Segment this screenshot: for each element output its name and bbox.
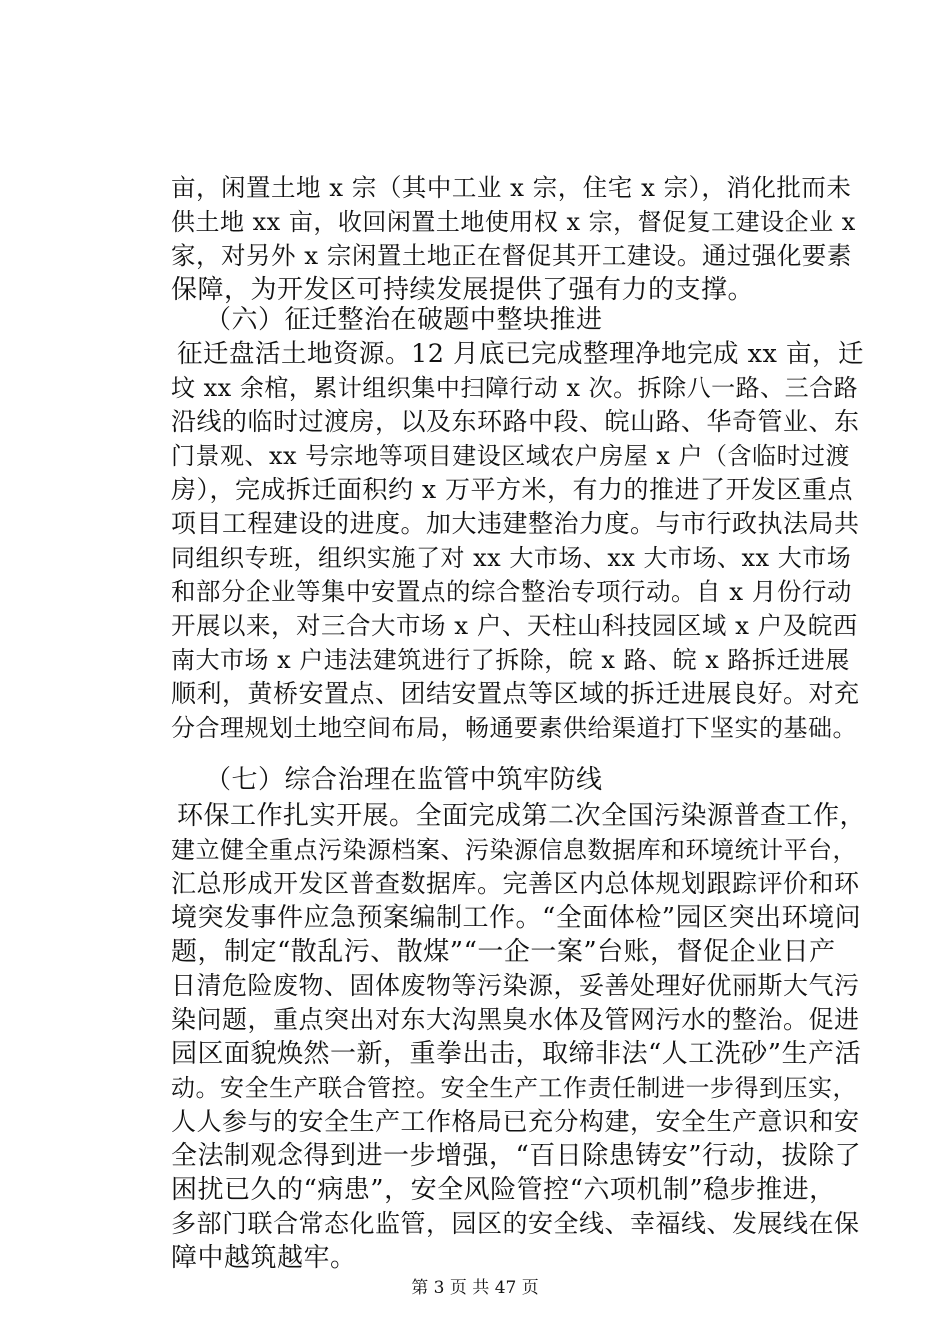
body-text-line: 同组织专班，组织实施了对 xx 大市场、xx 大市场、xx 大市场 (171, 544, 852, 572)
section-heading-7: （七）综合治理在监管中筑牢防线 (205, 765, 603, 795)
section-heading-6: （六）征迁整治在破题中整块推进 (205, 305, 603, 335)
body-text-line: 坟 xx 余棺，累计组织集中扫障行动 x 次。拆除八一路、三合路 (171, 374, 859, 402)
body-text-line: 日清危险废物、固体废物等污染源，妥善处理好优丽斯大气污 (171, 971, 860, 1000)
body-text-line: 困扰已久的“病患”，安全风险管控“六项机制”稳步推进， (171, 1175, 836, 1205)
body-text-line: 供土地 xx 亩，收回闲置土地使用权 x 宗，督促复工建设企业 x (171, 208, 856, 236)
body-text-line: 家，对另外 x 宗闲置土地正在督促其开工建设。通过强化要素 (171, 241, 852, 270)
body-text-line: 项目工程建设的进度。加大违建整治力度。与市行政执法局共 (171, 509, 860, 538)
body-text-line: 征迁盘活土地资源。12 月底已完成整理净地完成 xx 亩，迁 (177, 339, 865, 369)
body-text-line: 染问题，重点突出对东大沟黑臭水体及管网污水的整治。促进 (171, 1005, 860, 1034)
body-text-line: 题，制定“散乱污、散煤”“一企一案”台账，督促企业日产 (171, 937, 836, 967)
body-text-line: 人人参与的安全生产工作格局已充分构建，安全生产意识和安 (171, 1107, 860, 1136)
body-text-line: 保障，为开发区可持续发展提供了强有力的支撑。 (171, 275, 755, 305)
body-text-line: 亩，闲置土地 x 宗（其中工业 x 宗，住宅 x 宗），消化批而未 (171, 173, 852, 202)
body-text-line: 建立健全重点污染源档案、污染源信息数据库和环境统计平台， (171, 836, 857, 864)
body-text-line: 分合理规划土地空间布局，畅通要素供给渠道打下坚实的基础。 (171, 714, 857, 742)
body-text-line: 境突发事件应急预案编制工作。“全面体检”园区突出环境问 (171, 903, 862, 933)
body-text-line: 动。安全生产联合管控。安全生产工作责任制进一步得到压实， (171, 1074, 857, 1102)
body-text-line: 开展以来，对三合大市场 x 户、天柱山科技园区域 x 户及皖西 (171, 611, 858, 640)
body-text-line: 障中越筑越牢。 (171, 1243, 357, 1273)
body-text-line: 房），完成拆迁面积约 x 万平方米，有力的推进了开发区重点 (171, 475, 853, 504)
body-text-line: 顺利，黄桥安置点、团结安置点等区域的拆迁进展良好。对充 (171, 679, 860, 708)
body-text-line: 环保工作扎实开展。全面完成第二次全国污染源普查工作， (177, 801, 867, 831)
body-text-line: 南大市场 x 户违法建筑进行了拆除，皖 x 路、皖 x 路拆迁进展 (171, 646, 850, 674)
body-text-line: 沿线的临时过渡房，以及东环路中段、皖山路、华奇管业、东 (171, 407, 860, 436)
body-text-line: 汇总形成开发区普查数据库。完善区内总体规划跟踪评价和环 (171, 869, 860, 898)
body-text-line: 多部门联合常态化监管，园区的安全线、幸福线、发展线在保 (171, 1209, 860, 1238)
body-text-line: 全法制观念得到进一步增强，“百日除患铸安”行动，拔除了 (171, 1141, 862, 1171)
body-text-line: 园区面貌焕然一新，重拳出击，取缔非法“人工洗砂”生产活 (171, 1039, 862, 1069)
page-number-footer: 第 3 页 共 47 页 (411, 1278, 539, 1298)
body-text-line: 门景观、xx 号宗地等项目建设区域农户房屋 x 户（含临时过渡 (171, 442, 850, 470)
body-text-line: 和部分企业等集中安置点的综合整治专项行动。自 x 月份行动 (171, 577, 852, 606)
